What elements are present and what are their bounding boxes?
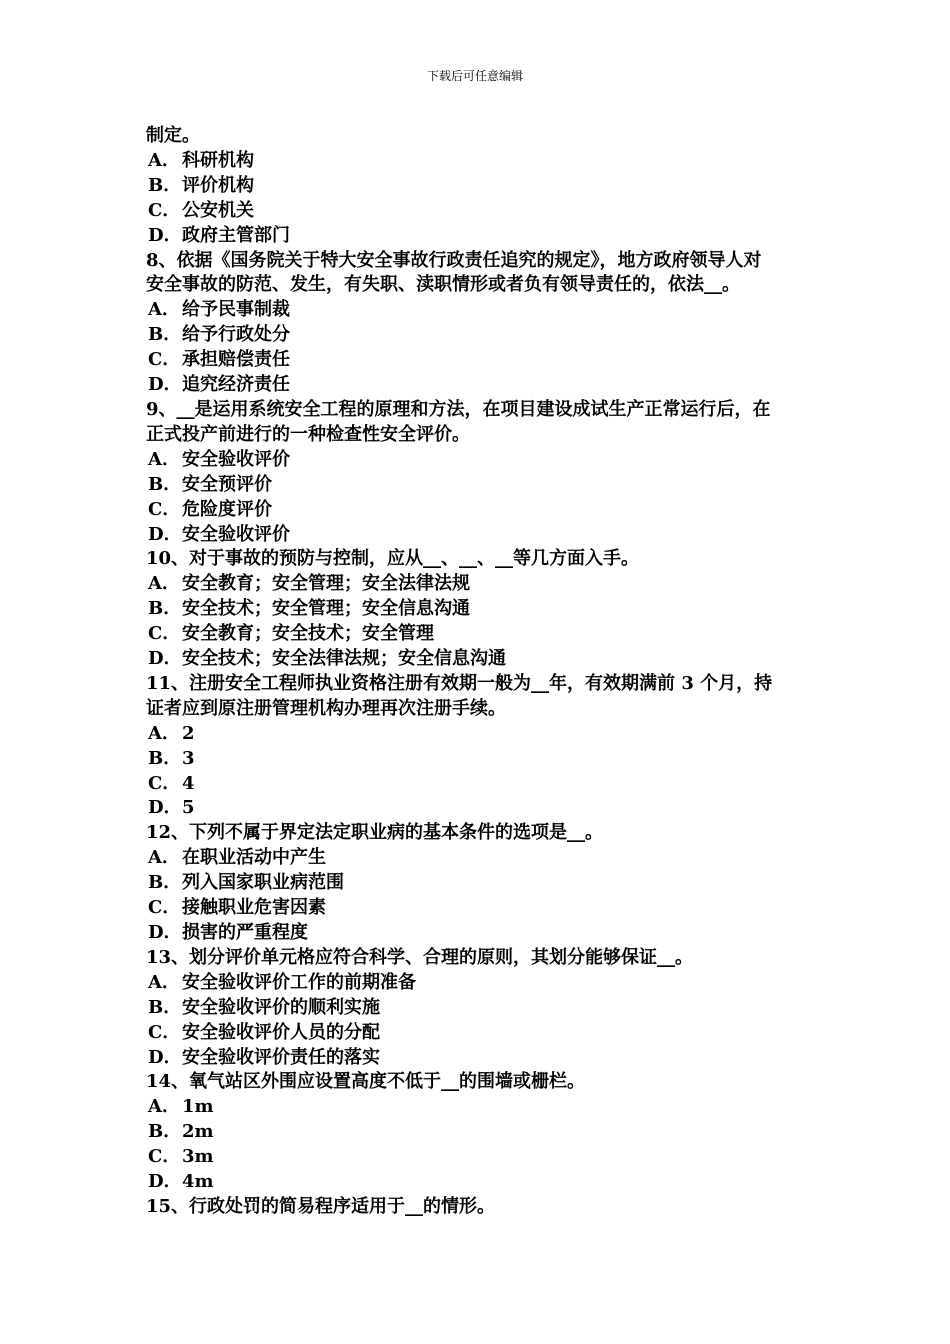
option-text: 损害的严重程度 bbox=[182, 922, 308, 943]
answer-option bbox=[146, 448, 816, 473]
answer-option bbox=[146, 846, 816, 871]
answer-option bbox=[146, 647, 816, 672]
option-letter: A． bbox=[148, 299, 180, 321]
answer-option bbox=[146, 747, 816, 772]
option-text: 5 bbox=[182, 797, 195, 819]
answer-option bbox=[146, 348, 816, 373]
option-text: 安全验收评价人员的分配 bbox=[182, 1021, 380, 1043]
option-text: 4m bbox=[182, 1171, 214, 1193]
answer-option bbox=[146, 871, 816, 896]
option-text: 安全验收评价 bbox=[182, 448, 290, 470]
option-text: 3m bbox=[182, 1146, 214, 1168]
question-text: 安全事故的防范、发生，有失职、渎职情形或者负有领导责任的，依法__。 bbox=[146, 274, 740, 296]
option-letter: D． bbox=[148, 797, 182, 819]
option-text: 安全技术；安全法律法规；安全信息沟通 bbox=[182, 648, 506, 670]
option-text: 给予民事制裁 bbox=[182, 299, 290, 321]
option-letter: A． bbox=[148, 573, 180, 595]
option-letter: D． bbox=[148, 224, 182, 246]
option-letter: C． bbox=[148, 349, 181, 371]
answer-option bbox=[146, 323, 816, 348]
answer-option bbox=[146, 572, 816, 597]
option-text: 安全验收评价的顺利实施 bbox=[182, 996, 380, 1018]
question-continuation: 制定。 bbox=[146, 125, 200, 146]
page-header: 下载后可任意编辑 bbox=[426, 69, 523, 83]
option-text: 1m bbox=[182, 1096, 214, 1118]
answer-option bbox=[146, 523, 816, 548]
question-text: 14、氧气站区外围应设置高度不低于__的围墙或栅栏。 bbox=[146, 1071, 586, 1093]
option-letter: B． bbox=[148, 996, 182, 1018]
answer-option bbox=[146, 772, 816, 797]
question-text: 15、行政处罚的简易程序适用于__的情形。 bbox=[146, 1195, 496, 1217]
answer-option bbox=[146, 1095, 816, 1120]
question-text: 9、__是运用系统安全工程的原理和方法，在项目建设成试生产正常运行后，在 bbox=[146, 398, 771, 420]
question-text: 8、依据《国务院关于特大安全事故行政责任追究的规定》，地方政府领导人对 bbox=[146, 249, 762, 271]
answer-option bbox=[146, 373, 816, 398]
option-letter: D． bbox=[148, 648, 182, 670]
option-text: 追究经济责任 bbox=[182, 374, 290, 396]
option-text: 危险度评价 bbox=[182, 498, 272, 520]
option-letter: A． bbox=[148, 847, 180, 869]
option-letter: A． bbox=[148, 149, 180, 171]
answer-option bbox=[146, 174, 816, 199]
option-letter: C． bbox=[148, 1021, 181, 1043]
answer-option bbox=[146, 1046, 816, 1071]
option-text: 在职业活动中产生 bbox=[182, 847, 326, 869]
option-letter: C． bbox=[148, 623, 181, 645]
option-letter: B． bbox=[148, 598, 182, 620]
answer-option bbox=[146, 597, 816, 622]
question-text: 10、对于事故的预防与控制，应从__、__、__等几方面入手。 bbox=[146, 548, 640, 570]
question-text: 11、注册安全工程师执业资格注册有效期一般为__年，有效期满前 3 个月，持 bbox=[146, 672, 773, 694]
option-text: 安全技术；安全管理；安全信息沟通 bbox=[182, 598, 470, 620]
option-text: 安全验收评价 bbox=[182, 523, 290, 545]
question-text: 13、划分评价单元格应符合科学、合理的原则，其划分能够保证__。 bbox=[146, 946, 694, 968]
option-text: 2m bbox=[182, 1121, 214, 1143]
option-letter: A． bbox=[148, 448, 180, 470]
question-text: 正式投产前进行的一种检查性安全评价。 bbox=[146, 423, 470, 445]
option-letter: D． bbox=[148, 1046, 182, 1068]
answer-option bbox=[146, 1120, 816, 1145]
answer-option bbox=[146, 896, 816, 921]
option-letter: B． bbox=[148, 1121, 182, 1143]
option-text: 安全预评价 bbox=[182, 473, 272, 495]
option-text: 列入国家职业病范围 bbox=[182, 872, 344, 894]
question-list bbox=[146, 124, 816, 1220]
option-letter: D． bbox=[148, 374, 182, 396]
option-text: 承担赔偿责任 bbox=[182, 349, 290, 371]
option-letter: A． bbox=[148, 971, 180, 993]
option-letter: C． bbox=[148, 498, 181, 520]
option-letter: B． bbox=[148, 473, 182, 495]
option-text: 4 bbox=[182, 772, 195, 794]
option-text: 安全教育；安全管理；安全法律法规 bbox=[182, 573, 470, 595]
option-letter: B． bbox=[148, 747, 182, 769]
option-letter: A． bbox=[148, 722, 180, 744]
answer-option bbox=[146, 796, 816, 821]
answer-option bbox=[146, 149, 816, 174]
answer-option bbox=[146, 298, 816, 323]
option-text: 给予行政处分 bbox=[182, 324, 290, 346]
option-letter: C． bbox=[148, 1146, 181, 1168]
question-text: 证者应到原注册管理机构办理再次注册手续。 bbox=[146, 697, 506, 719]
answer-option bbox=[146, 722, 816, 747]
option-letter: B． bbox=[148, 872, 182, 894]
option-letter: C． bbox=[148, 772, 181, 794]
answer-option bbox=[146, 996, 816, 1021]
answer-option bbox=[146, 622, 816, 647]
option-text: 3 bbox=[182, 747, 195, 769]
option-text: 安全验收评价工作的前期准备 bbox=[182, 971, 416, 993]
option-text: 2 bbox=[182, 722, 195, 744]
option-letter: A． bbox=[148, 1096, 180, 1118]
option-letter: D． bbox=[148, 523, 182, 545]
option-letter: D． bbox=[148, 1171, 182, 1193]
option-letter: B． bbox=[148, 174, 182, 196]
option-text: 安全教育；安全技术；安全管理 bbox=[182, 623, 434, 645]
option-text: 接触职业危害因素 bbox=[182, 897, 326, 919]
option-text: 安全验收评价责任的落实 bbox=[182, 1046, 380, 1068]
answer-option bbox=[146, 971, 816, 996]
option-text: 评价机构 bbox=[182, 174, 254, 196]
answer-option bbox=[146, 921, 816, 946]
question-text: 12、下列不属于界定法定职业病的基本条件的选项是__。 bbox=[146, 822, 604, 844]
option-letter: C． bbox=[148, 897, 181, 919]
answer-option bbox=[146, 1021, 816, 1046]
answer-option bbox=[146, 1145, 816, 1170]
option-text: 科研机构 bbox=[182, 149, 254, 171]
option-letter: B． bbox=[148, 324, 182, 346]
option-letter: C． bbox=[148, 199, 181, 221]
option-text: 政府主管部门 bbox=[182, 224, 290, 246]
answer-option bbox=[146, 224, 816, 249]
answer-option bbox=[146, 498, 816, 523]
answer-option bbox=[146, 473, 816, 498]
option-letter: D． bbox=[148, 922, 182, 943]
answer-option bbox=[146, 1170, 816, 1195]
answer-option bbox=[146, 199, 816, 224]
option-text: 公安机关 bbox=[182, 199, 254, 221]
